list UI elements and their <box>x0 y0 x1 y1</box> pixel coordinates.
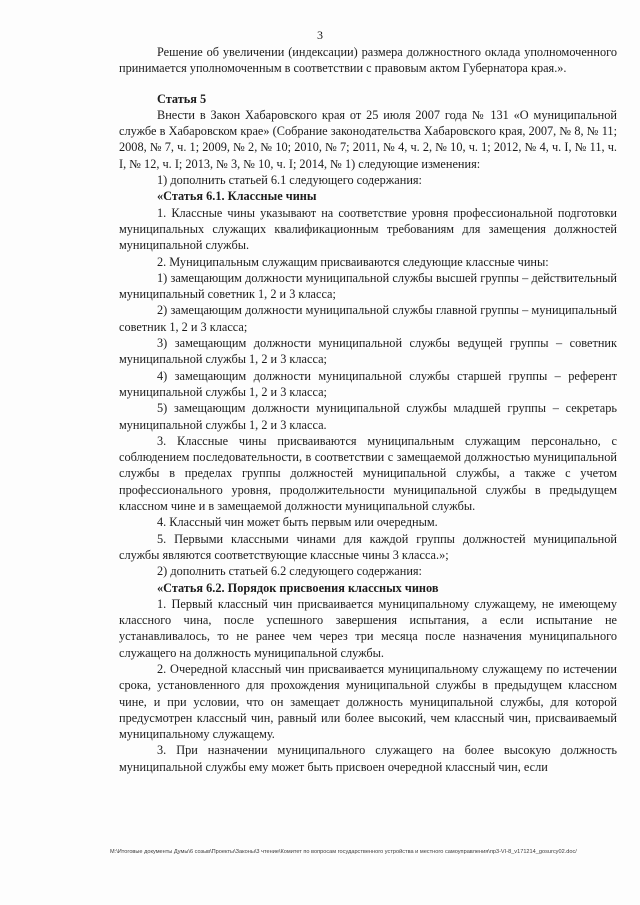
article-heading: Статья 5 <box>157 91 207 106</box>
paragraph: 4. Классный чин может быть первым или очередным. <box>157 515 438 530</box>
paragraph: 5. Первыми классными чинами для каждой группы должностей муниципальной службы являются соответствующие классные чины 3 класса.»; <box>119 531 617 562</box>
article-heading: «Статья 6.2. Порядок присвоения классных чинов <box>157 580 439 595</box>
paragraph: 5) замещающим должности муниципальной службы младшей группы – секретарь муниципальной службы 1, 2 и 3 класса. <box>119 401 617 432</box>
paragraph: 1) замещающим должности муниципальной службы высшей группы – действительный муниципальный советник 1, 2 и 3 класса; <box>119 270 617 302</box>
paragraph: 4) замещающим должности муниципальной службы старшей группы – референт муниципальной службы 1, 2 и 3 класса; <box>119 368 617 399</box>
file-path-footer: M:\Итоговые документы Думы\6 созыв\Проекты\Законы\3 чтение\Комитет по вопросам государственного устройства и местного самоуправления\пр3-VI-8_v171214_gosurcy02.doc/ <box>110 849 577 855</box>
paragraph: 1) дополнить статьей 6.1 следующего содержания: <box>157 173 422 188</box>
paragraph: 1. Классные чины указывают на соответствие уровня профессиональной подготовки муниципальных служащих квалификационным требованиям для замещения должностей муниципальной службы. <box>119 205 617 253</box>
article-heading: «Статья 6.1. Классные чины <box>157 189 317 204</box>
paragraph: 2) дополнить статьей 6.2 следующего содержания: <box>157 564 422 579</box>
paragraph: Решение об увеличении (индексации) размера должностного оклада уполномоченного принимается уполномоченным в соответствии с правовым актом Губернатора края.». <box>119 45 617 76</box>
paragraph: 2. Очередной классный чин присваивается муниципальному служащему по истечении срока, установленного для прохождения муниципальной службы в предыдущем классном чине, и при условии, что он замещает должность муниципальной службы, для которой предусмотрен классный чин, равный или более высокий, чем классный чин, присваиваемый муниципальному служащему. <box>119 661 617 742</box>
paragraph: 2) замещающим должности муниципальной службы главной группы – муниципальный советник 1, 2 и 3 класса; <box>119 303 617 334</box>
page-number: 3 <box>317 28 323 42</box>
paragraph: 3. Классные чины присваиваются муниципальным служащим персонально, с соблюдением последовательности, в соответствии с замещаемой должностью муниципальной службы в пределах группы должностей муниципальной службы, а также с учетом профессионального уровня, продолжительности муниципальной службы в предыдущем классном чине и в замещаемой должности муниципальной службы. <box>119 433 617 514</box>
paragraph: 3. При назначении муниципального служащего на более высокую должность муниципальной службы ему может быть присвоен очередной классный чин, если <box>119 743 617 774</box>
document-body <box>119 44 617 775</box>
paragraph: 3) замещающим должности муниципальной службы ведущей группы – советник муниципальной службы 1, 2 и 3 класса; <box>119 336 617 367</box>
paragraph: 2. Муниципальным служащим присваиваются следующие классные чины: <box>157 254 549 269</box>
paragraph: Внести в Закон Хабаровского края от 25 июля 2007 года № 131 «О муниципальной службе в Хабаровском крае» (Собрание законодательства Хабаровского края, 2007, № 8, № 11; 2008, № 7, ч. 1; 2009, № 2, № 10; 2010, № 7; 2011, № 4, ч. 2, № 10, ч. 1; 2012, № 4, ч. I, № 11, ч. I, № 12, ч. I; 2013, № 3, № 10, ч. I; 2014, № 1) следующие изменения: <box>119 107 617 171</box>
paragraph: 1. Первый классный чин присваивается муниципальному служащему, не имеющему классного чина, после успешного завершения испытания, а если испытание не устанавливалось, то не ранее чем через три месяца после назначения муниципального служащего на должность муниципальной службы. <box>119 596 617 660</box>
